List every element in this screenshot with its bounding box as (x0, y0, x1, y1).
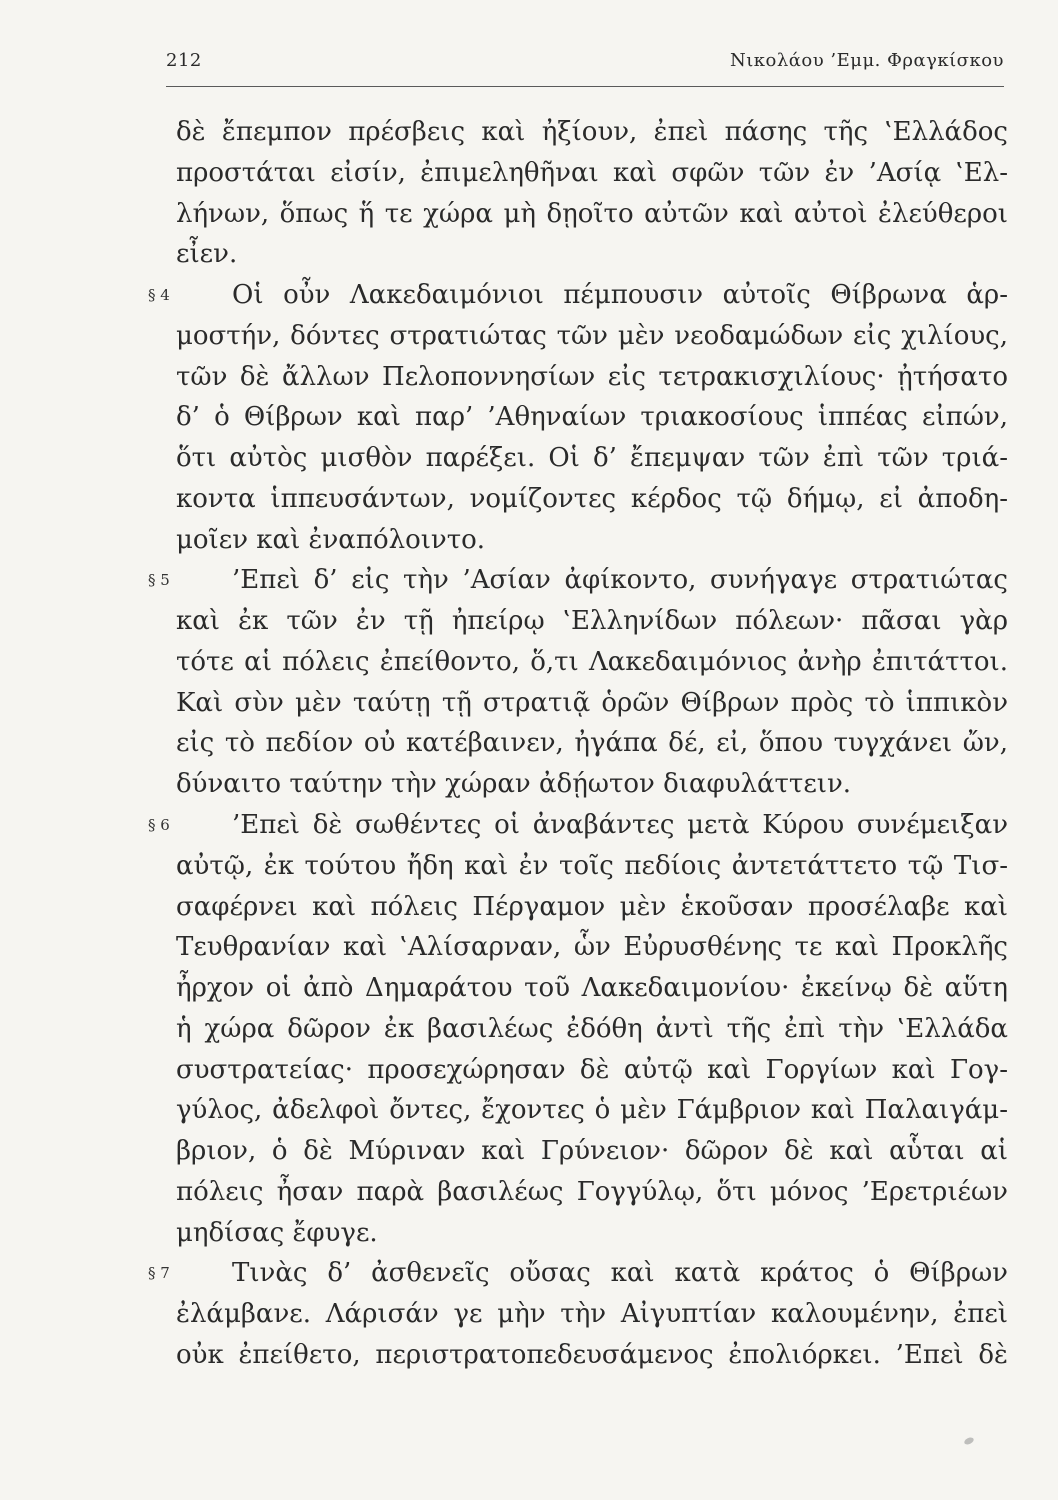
section-marker-7: § 7 (148, 1264, 170, 1283)
text-line: ἦρχον οἱ ἀπὸ Δημαράτου τοῦ Λακεδαιμονίου· ἐκείνῳ δὲ αὕτη (176, 973, 1008, 1004)
running-head-author: Νικολάου ’Εμμ. Φραγκίσκου (729, 50, 1004, 71)
text-line: σαφέρνει καὶ πόλεις Πέργαμον μὲν ἑκοῦσαν προσέλαβε καὶ (176, 891, 1008, 922)
text-line: εἰς τὸ πεδίον οὐ κατέβαινεν, ἠγάπα δέ, εἰ, ὅπου τυγχάνει ὤν, (176, 728, 1008, 759)
text-line: τῶν δὲ ἄλλων Πελοποννησίων εἰς τετρακισχιλίους· ᾐτήσατο (176, 361, 1008, 392)
text-line (148, 560, 1008, 601)
text-line: ὅτι αὐτὸς μισθὸν παρέξει. Οἱ δ’ ἔπεμψαν τῶν ἐπὶ τῶν τριά- (176, 443, 1008, 474)
ink-speck (963, 1436, 975, 1446)
text-line: ἡ χώρα δῶρον ἐκ βασιλέως ἐδόθη ἀντὶ τῆς ἐπὶ τὴν ‛Ελλάδα (176, 1013, 1008, 1044)
section-marker-5: § 5 (148, 571, 170, 590)
main-text (148, 112, 1008, 1376)
text-line: βριον, ὁ δὲ Μύριναν καὶ Γρύνειον· δῶρον δὲ καὶ αὗται αἱ (176, 1136, 1008, 1167)
text-line (148, 275, 1008, 316)
text-line: μοῖεν καὶ ἐναπόλοιντο. (176, 524, 486, 555)
text-line: ἐλάμβανε. Λάρισάν γε μὴν τὴν Αἰγυπτίαν καλουμένην, ἐπεὶ (176, 1299, 1008, 1330)
text-line (148, 1253, 1008, 1294)
text-line: οὐκ ἐπείθετο, περιστρατοπεδευσάμενος ἐπολιόρκει. ’Επεὶ δὲ (176, 1339, 1008, 1370)
text-line: Καὶ σὺν μὲν ταύτῃ τῇ στρατιᾷ ὁρῶν Θίβρων πρὸς τὸ ἱππικὸν (176, 687, 1008, 718)
text-line: μοστήν, δόντες στρατιώτας τῶν μὲν νεοδαμώδων εἰς χιλίους, (176, 320, 1008, 351)
text-line: κοντα ἱππευσάντων, νομίζοντες κέρδος τῷ δήμῳ, εἰ ἀποδη- (176, 483, 1008, 514)
line-text: ’Επεὶ δ’ εἰς τὴν ’Ασίαν ἀφίκοντο, συνήγαγε στρατιώτας (232, 565, 1008, 596)
text-line: λήνων, ὅπως ἥ τε χώρα μὴ δῃοῖτο αὐτῶν καὶ αὐτοὶ ἐλεύθεροι (176, 198, 1008, 229)
text-line: αὐτῷ, ἐκ τούτου ἤδη καὶ ἐν τοῖς πεδίοις ἀντετάττετο τῷ Τισ- (176, 850, 1008, 881)
text-line: γύλος, ἀδελφοὶ ὄντες, ἔχοντες ὁ μὲν Γάμβριον καὶ Παλαιγάμ- (176, 1095, 1008, 1126)
text-line: δύναιτο ταύτην τὴν χώραν ἀδῄωτον διαφυλάττειν. (176, 769, 852, 800)
section-marker-4: § 4 (148, 286, 170, 305)
text-line (148, 805, 1008, 846)
text-line: προστάται εἰσίν, ἐπιμεληθῆναι καὶ σφῶν τῶν ἐν ’Ασίᾳ ‛Ελ- (176, 157, 1008, 188)
text-line: δ’ ὁ Θίβρων καὶ παρ’ ’Αθηναίων τριακοσίους ἱππέας εἰπών, (176, 402, 1008, 433)
text-line: πόλεις ἦσαν παρὰ βασιλέως Γογγύλῳ, ὅτι μόνος ’Ερετριέων (176, 1176, 1008, 1207)
text-line: δὲ ἔπεμπον πρέσβεις καὶ ἠξίουν, ἐπεὶ πάσης τῆς ‛Ελλάδος (176, 117, 1008, 147)
text-line: Τευθρανίαν καὶ ‛Αλίσαρναν, ὧν Εὐρυσθένης τε καὶ Προκλῆς (176, 932, 1008, 963)
text-line: τότε αἱ πόλεις ἐπείθοντο, ὅ,τι Λακεδαιμόνιος ἀνὴρ ἐπιτάττοι. (176, 646, 1008, 677)
line-text: Οἱ οὖν Λακεδαιμόνιοι πέμπουσιν αὐτοῖς Θίβρωνα ἁρ- (232, 280, 1008, 311)
line-text: Τινὰς δ’ ἀσθενεῖς οὔσας καὶ κατὰ κράτος ὁ Θίβρων (232, 1258, 1008, 1289)
running-head (166, 50, 1004, 80)
text-line: συστρατείας· προσεχώρησαν δὲ αὐτῷ καὶ Γοργίων καὶ Γογ- (176, 1054, 1008, 1085)
text-line: μηδίσας ἔφυγε. (176, 1217, 378, 1248)
text-line: εἶεν. (176, 239, 238, 270)
section-marker-6: § 6 (148, 816, 170, 835)
line-text: ’Επεὶ δὲ σωθέντες οἱ ἀναβάντες μετὰ Κύρου συνέμειξαν (232, 810, 1008, 841)
header-rule (166, 86, 1004, 87)
page-number: 212 (166, 50, 202, 71)
text-line: καὶ ἐκ τῶν ἐν τῇ ἠπείρῳ ‛Ελληνίδων πόλεων· πᾶσαι γὰρ (176, 606, 1008, 637)
